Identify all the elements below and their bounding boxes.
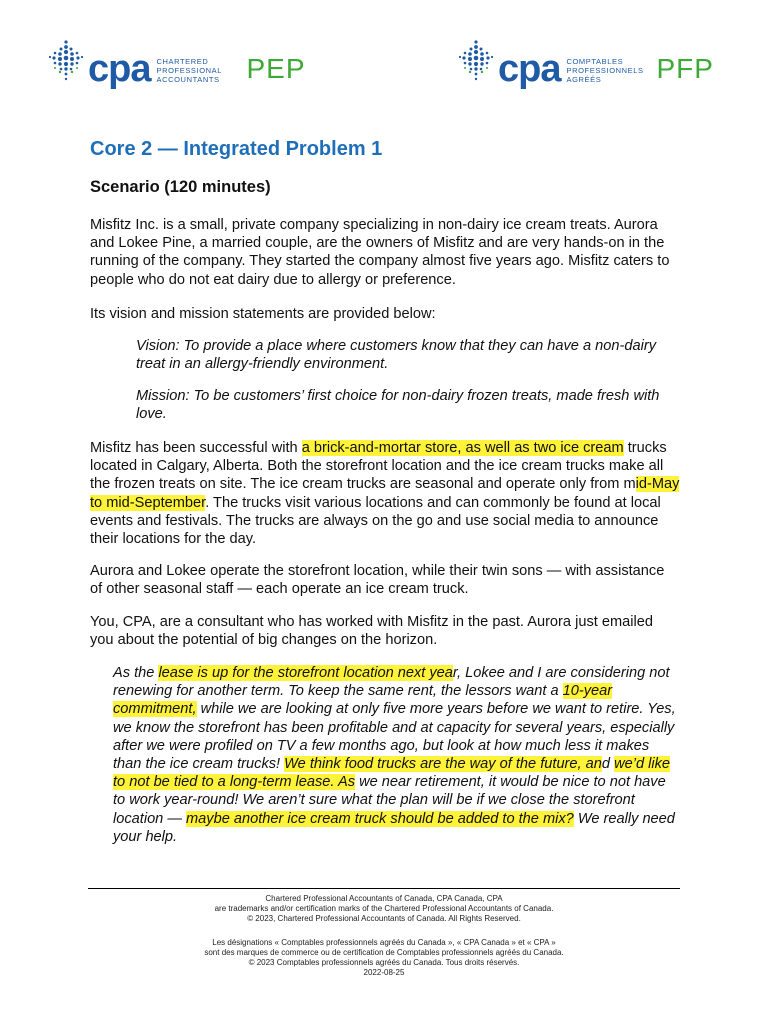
highlight: lease is up for the storefront location next yea <box>158 665 453 681</box>
vision-statement: Vision: To provide a place where customers know that they can have a non-dairy treat in an allergy-friendly environment. <box>136 338 656 373</box>
brand-wordmark: cpa <box>88 48 151 90</box>
brand-wordmark: cpa <box>498 48 561 90</box>
footer-french: Les désignations « Comptables professionnels agréés du Canada », « CPA Canada » et « CPA » sont des marques de commerce ou de certification de Comptables professionnels agréés du Canada. © 2023 Comptables professionnels agréés du Canada. Tous droits réservés. 2022-08-25 <box>88 938 680 978</box>
maple-leaf-dots-icon <box>456 36 496 92</box>
program-label: PFP <box>656 53 714 84</box>
highlight: maybe another ice cream truck should be added to the mix? <box>186 810 574 827</box>
page-title: Core 2 — Integrated Problem 1 <box>90 138 383 160</box>
mission-statement: Mission: To be customers’ first choice for non-dairy frozen treats, made fresh with love. <box>136 388 660 423</box>
paragraph-owners: Aurora and Lokee operate the storefront location, while their twin sons — with assistance of other seasonal staff — each operate an ice cream truck. <box>90 563 665 598</box>
section-heading: Scenario (120 minutes) <box>90 178 271 196</box>
paragraph-intro: Misfitz Inc. is a small, private company specializing in non-dairy ice cream treats. Aurora and Lokee Pine, a married couple, are the owners of Misfitz and are very hands-on in the running of the company. They started the company almost five years ago. Misfitz caters to people who do not eat dairy due to allergy or preference. <box>90 217 670 288</box>
paragraph-vision-intro: Its vision and mission statements are provided below: <box>90 306 436 322</box>
highlight: a brick-and-mortar store, as well as two ice cream <box>301 440 624 456</box>
org-name: CHARTERED PROFESSIONAL ACCOUNTANTS <box>156 56 223 84</box>
highlight: 10-year commitment, <box>113 683 613 718</box>
footer-english: Chartered Professional Accountants of Canada, CPA Canada, CPA are trademarks and/or certification marks of the Chartered Professional Accountants of Canada. © 2023, Chartered Professional Accountants of Canada. All Rights Reserved. <box>214 894 554 923</box>
highlight: id-May to mid-September <box>90 476 680 511</box>
highlight: we’d like to not be tied to a long-term lease. As <box>113 756 671 791</box>
highlight: We think food trucks are the way of the future, an <box>284 756 602 773</box>
footer-date: 2022-08-25 <box>363 968 405 977</box>
email-quote: As the lease is up for the storefront location next year, Lokee and I are considering not renewing for another term. To keep the same rent, the lessors want a 10-year commitment, while we are looking at only five more years before we want to retire. Yes, we know the storefront has been profitable and at capacity for several years, especially after we were profiled on TV a few months ago, but look at how much less it makes than the ice cream trucks! We think food trucks are the way of the future, and we’d like to not be tied to a long-term lease. As we near retirement, it would be nice to not have to work year-round! We aren’t sure what the plan will be if we close the storefront location — maybe another ice cream truck should be added to the mix? We really need your help. <box>113 665 676 845</box>
logo-cpa-fr <box>456 36 714 92</box>
footer-divider <box>88 888 680 889</box>
org-name: COMPTABLES PROFESSIONNELS AGRÉÉS <box>566 56 644 84</box>
paragraph-consultant: You, CPA, are a consultant who has worked with Misfitz in the past. Aurora just emailed you about the potential of big changes on the horizon. <box>90 614 653 649</box>
maple-leaf-dots-icon <box>46 36 86 92</box>
paragraph-operations: Misfitz has been successful with a brick-and-mortar store, as well as two ice cream trucks located in Calgary, Alberta. Both the storefront location and the ice cream trucks make all the frozen treats on site. The ice cream trucks are seasonal and operate only from mid-May to mid-September. The trucks visit various locations and can commonly be found at local events and festivals. The trucks are always on the go and use social media to announce their locations for the day. <box>90 440 680 548</box>
program-label: PEP <box>246 53 306 84</box>
logo-cpa-en <box>46 36 306 92</box>
